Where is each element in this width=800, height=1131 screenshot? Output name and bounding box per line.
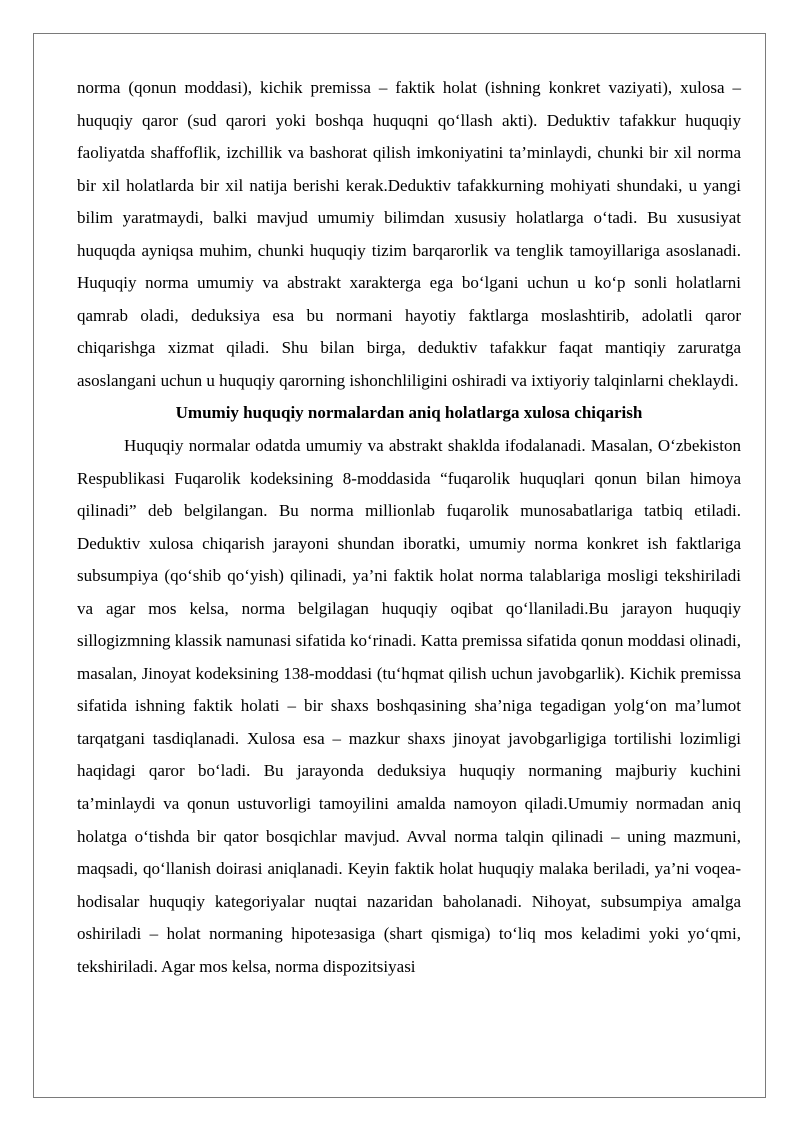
section-heading: Umumiy huquqiy normalardan aniq holatlarga xulosa chiqarish xyxy=(175,403,643,423)
body-paragraph: Huquqiy normalar odatda umumiy va abstrakt shaklda ifodalanadi. Masalan, O‘zbekiston Respublikasi Fuqarolik kodeksining 8-moddasida “fuqarolik huquqlari qonun bilan himoya qilinadi” deb belgilangan. Bu norma millionlab fuqarolik munosabatlariga tatbiq etiladi. Deduktiv xulosa chiqarish jarayoni shundan iboratki, umumiy norma konkret ish faktlariga subsumpiya (qo‘shib qo‘yish) qilinadi, ya’ni faktik holat norma talablariga mosligi tekshiriladi va agar mos kelsa, norma belgilagan huquqiy oqibat qo‘llaniladi.Bu jarayon huquqiy sillogizmning klassik namunasi sifatida ko‘rinadi. Katta premissa sifatida qonun moddasi olinadi, masalan, Jinoyat kodeksining 138-moddasi (tu‘hqmat qilish uchun javobgarlik). Kichik premissa sifatida ishning faktik holati – bir shaxs boshqasining sha’niga tegadigan yolg‘on ma’lumot tarqatgani tasdiqlanadi. Xulosa esa – mazkur shaxs jinoyat javobgarligiga tortilishi lozimligi haqidagi qaror bo‘ladi. Bu jarayonda deduksiya huquqiy normaning majburiy kuchini ta’minlaydi va qonun ustuvorligi tamoyilini amalda namoyon qiladi.Umumiy normadan aniq holatga o‘tishda bir qator bosqichlar mavjud. Avval norma talqin qilinadi – uning mazmuni, maqsadi, qo‘llanish doirasi aniqlanadi. Keyin faktik holat huquqiy malaka beriladi, ya’ni voqea-hodisalar huquqiy kategoriyalar nuqtai nazaridan baholanadi. Nihoyat, subsumpiya amalga oshiriladi – holat normaning hipoteзasiga (shart qismiga) to‘liq mos keladimi yoki yo‘qmi, tekshiriladi. Agar mos kelsa, norma dispozitsiyasi xyxy=(77,436,741,976)
document-body xyxy=(77,72,741,983)
body-paragraph: norma (qonun moddasi), kichik premissa – faktik holat (ishning konkret vaziyati), xulosa – huquqiy qaror (sud qarori yoki boshqa huquqni qo‘llash akti). Deduktiv tafakkur huquqiy faoliyatda shaffoflik, izchillik va bashorat qilish imkoniyatini ta’minlaydi, chunki bir xil norma bir xil holatlarda bir xil natija berishi kerak.Deduktiv tafakkurning mohiyati shundaki, u yangi bilim yaratmaydi, balki mavjud umumiy bilimdan xususiy holatlarga o‘tadi. Bu xususiyat huquqda ayniqsa muhim, chunki huquqiy tizim barqarorlik va tenglik tamoyillariga asoslanadi. Huquqiy norma umumiy va abstrakt xarakterga ega bo‘lgani uchun u ko‘p sonli holatlarni qamrab oladi, deduksiya esa bu normani hayotiy faktlarga moslashtirib, adolatli qaror chiqarishga xizmat qiladi. Shu bilan birga, deduktiv tafakkur faqat mantiqiy zaruratga asoslangani uchun u huquqiy qarorning ishonchliligini oshiradi va ixtiyoriy talqinlarni cheklaydi. xyxy=(77,78,741,390)
